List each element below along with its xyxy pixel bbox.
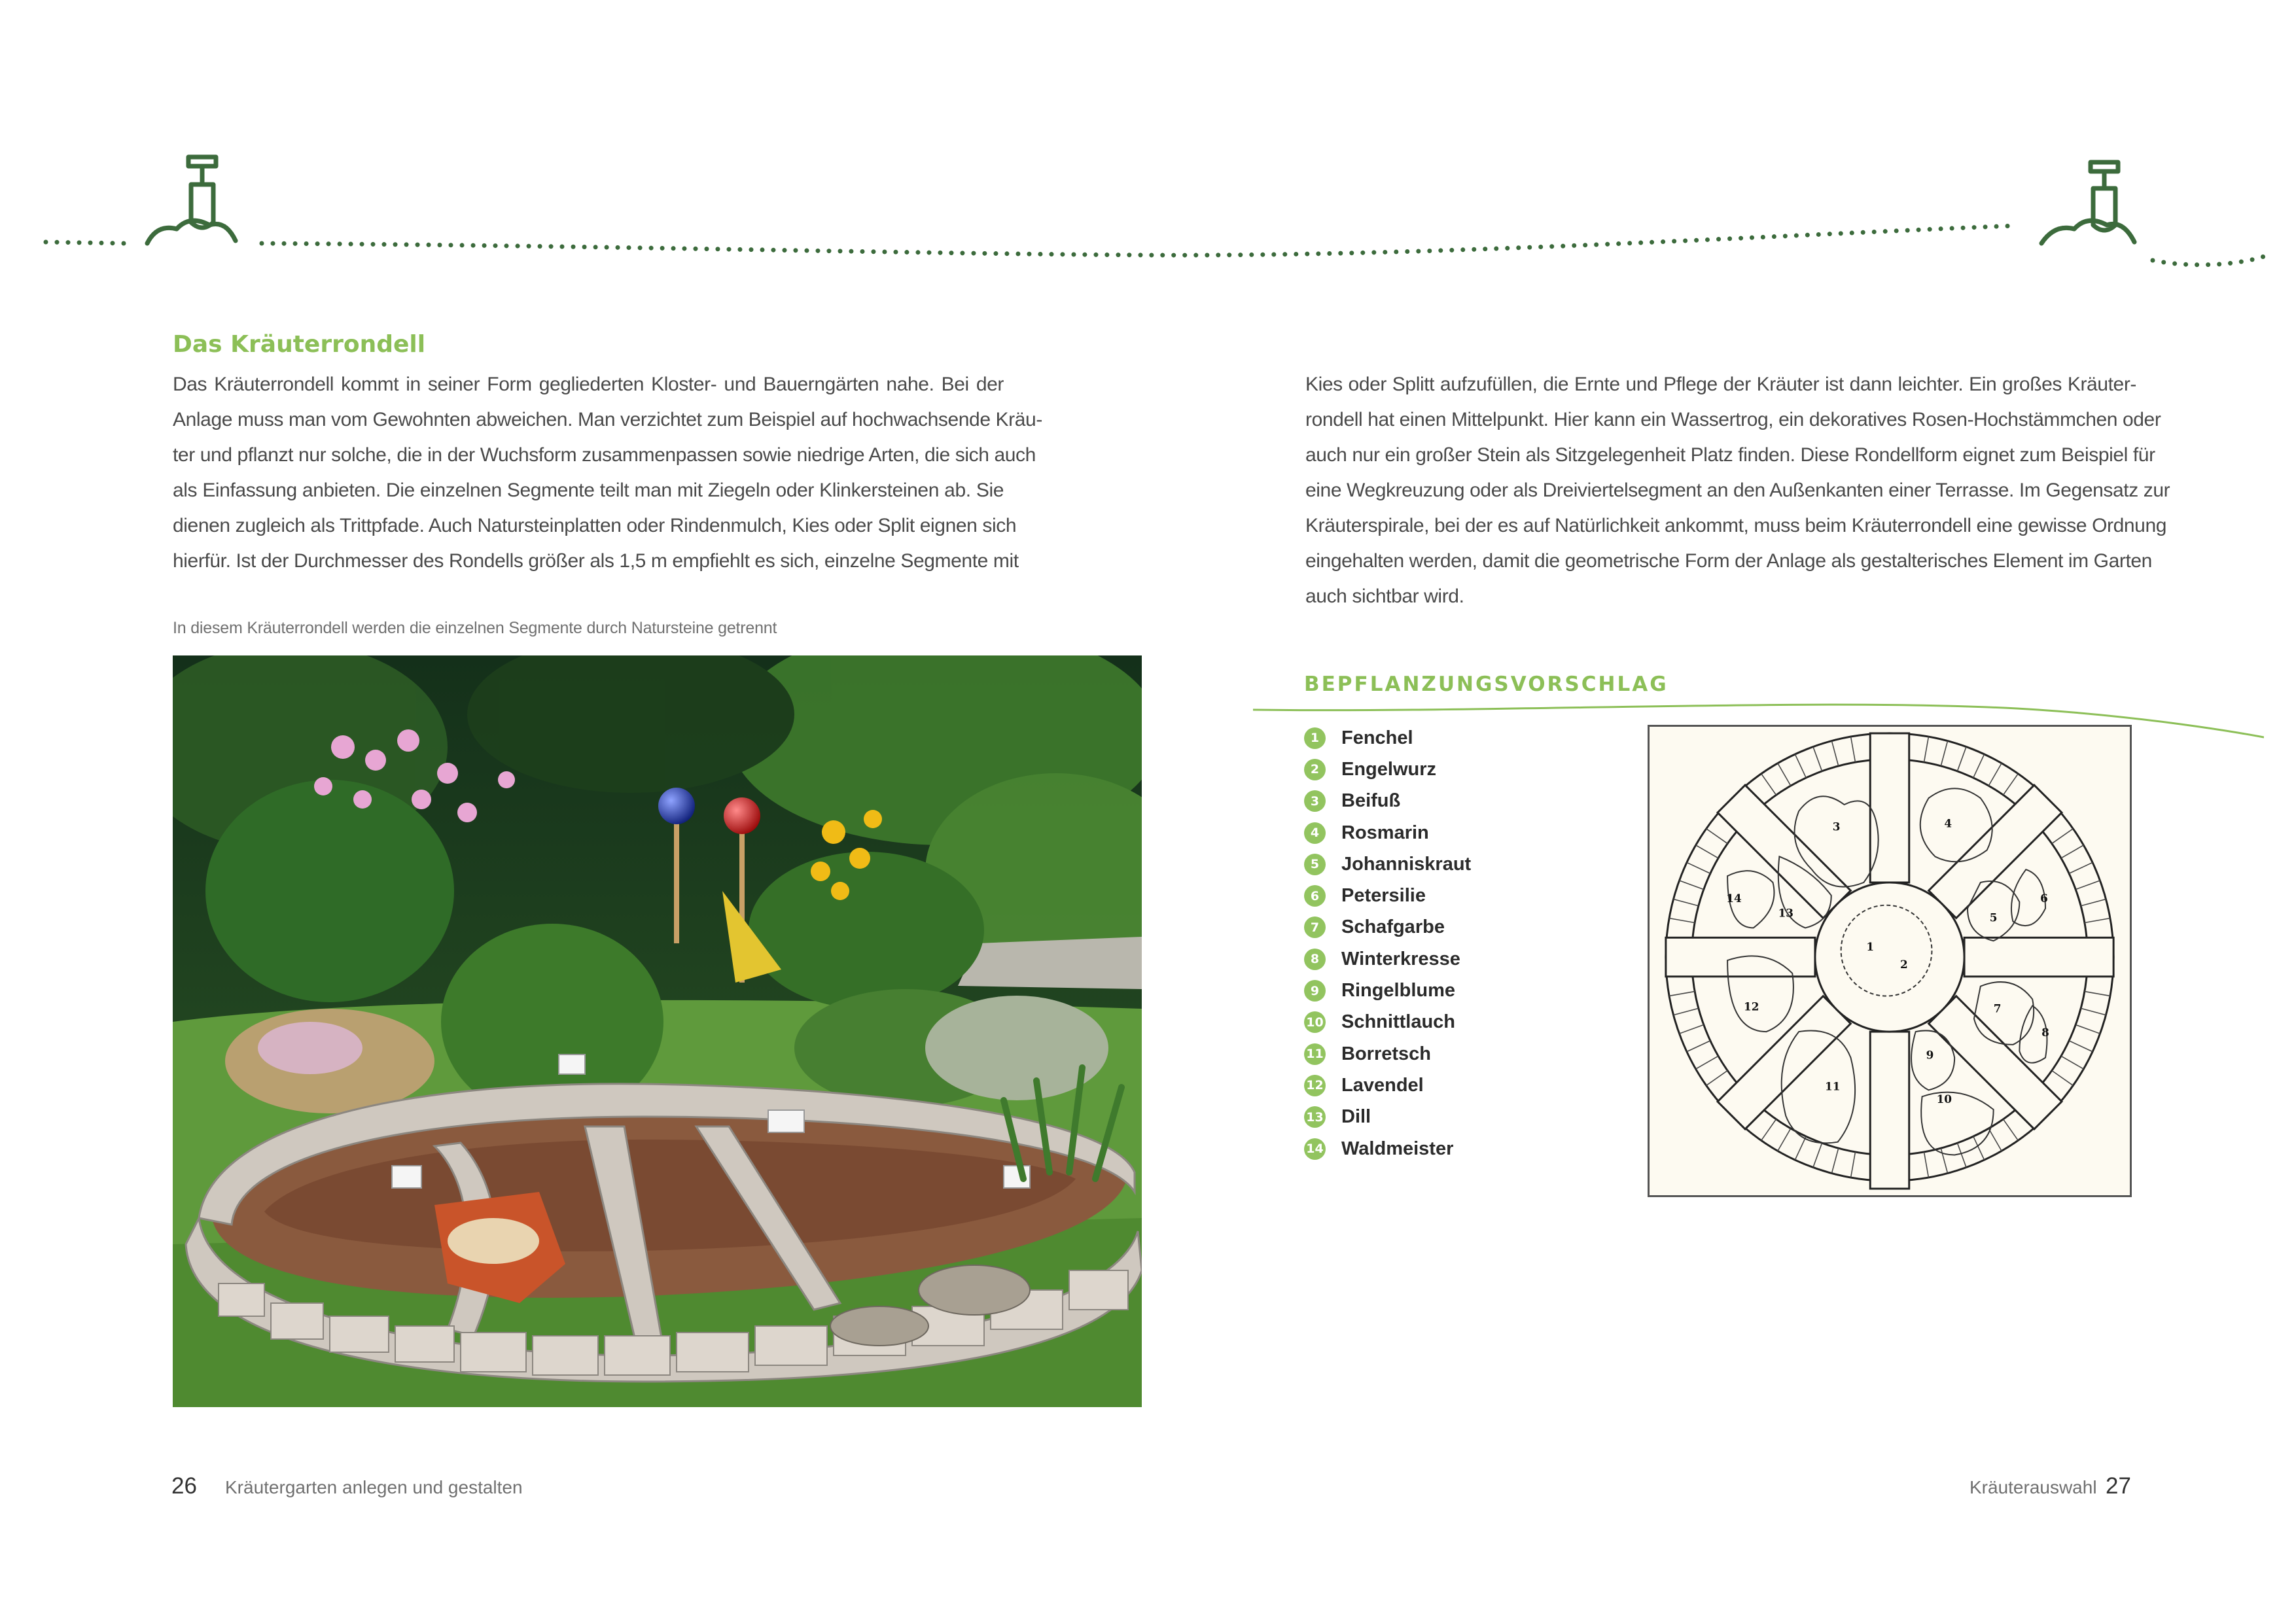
- brick-line: [1706, 1071, 1727, 1086]
- brick-line: [1761, 774, 1776, 795]
- brick-line: [2003, 774, 2018, 795]
- plant-list-item: [1304, 1007, 1471, 1038]
- brick-line: [2003, 1119, 2018, 1140]
- brick-line: [1795, 1136, 1806, 1160]
- plant-number-badge: 8: [1304, 949, 1326, 970]
- herb-rondel-photo: [173, 655, 1142, 1407]
- plan-label-11: 11: [1825, 1079, 1841, 1093]
- plant-list-item: [1304, 912, 1471, 943]
- brick-line: [1680, 1024, 1704, 1034]
- brick-line: [1988, 1128, 2002, 1151]
- brick-line: [1795, 754, 1806, 778]
- brick-line: [2069, 1041, 2093, 1052]
- brick-line: [1778, 763, 1791, 786]
- section-title: Das Kräuterrondell: [173, 331, 426, 358]
- plant-name: Dill: [1341, 1106, 1371, 1128]
- plan-label-3: 3: [1832, 820, 1841, 833]
- brick-line: [1941, 741, 1947, 766]
- dotted-wave-line: [46, 226, 2264, 265]
- planting-plan-diagram: [1648, 725, 2132, 1197]
- plan-label-12: 12: [1744, 1000, 1759, 1013]
- plant-number-badge: 12: [1304, 1075, 1326, 1096]
- plant-list-item: [1304, 754, 1471, 785]
- brick-line: [2085, 918, 2110, 923]
- body-line: Kräuterspirale, bei der es auf Natürlichkeit ankommt, muss beim Kräuterrondell eine gewisse Ordnung: [1305, 515, 2167, 536]
- plant-name: Rosmarin: [1341, 822, 1429, 843]
- plan-label-1: 1: [1866, 940, 1875, 954]
- brick-line: [2081, 899, 2106, 905]
- plant-number-badge: 10: [1304, 1011, 1326, 1033]
- brick-line: [2075, 1024, 2100, 1034]
- plant-number-badge: 9: [1304, 980, 1326, 1002]
- brick-line: [1851, 1152, 1856, 1178]
- plant-list-item: [1304, 786, 1471, 817]
- plant-number-badge: 4: [1304, 822, 1326, 844]
- plant-number-badge: 14: [1304, 1138, 1326, 1160]
- body-line: auch sichtbar wird.: [1305, 585, 1464, 607]
- brick-line: [1924, 737, 1929, 762]
- body-line: Anlage muss man vom Gewohnten abweichen. Man verzichtet zum Beispiel auf hochwachsende Kräu-: [173, 409, 1042, 430]
- plant-name: Waldmeister: [1341, 1138, 1454, 1159]
- running-head-right: Kräuterauswahl: [1969, 1477, 2097, 1497]
- plant-number-badge: 3: [1304, 790, 1326, 812]
- brick-line: [1851, 737, 1856, 762]
- header-decoration: [0, 0, 2296, 301]
- plan-label-7: 7: [1993, 1002, 2002, 1015]
- brick-line: [1924, 1152, 1929, 1178]
- plant-name: Fenchel: [1341, 727, 1413, 748]
- brick-line: [1831, 1148, 1838, 1173]
- plant-number-badge: 11: [1304, 1043, 1326, 1065]
- brick-line: [1687, 862, 1710, 873]
- plant-number-badge: 2: [1304, 759, 1326, 780]
- brick-line: [1831, 741, 1838, 766]
- plant-name: Ringelblume: [1341, 980, 1456, 1002]
- plant-number-badge: 6: [1304, 885, 1326, 907]
- brick-line: [2061, 845, 2083, 858]
- body-line: eingehalten werden, damit die geometrische Form der Anlage als gestalterisches Element im Garten: [1305, 550, 2152, 572]
- brick-line: [1696, 845, 1718, 858]
- plant-name: Schafgarbe: [1341, 916, 1445, 938]
- brick-line: [1674, 899, 1699, 905]
- plant-name: Borretsch: [1341, 1043, 1431, 1064]
- brick-line: [1778, 1128, 1791, 1151]
- brick-line: [2075, 881, 2100, 890]
- body-line: Kies oder Splitt aufzufüllen, die Ernte und Pflege der Kräuter ist dann leichter. Ein großes Kräuter-: [1305, 374, 2136, 395]
- plant-name: Petersilie: [1341, 885, 1426, 907]
- brick-line: [1669, 992, 1695, 996]
- brick-line: [1988, 763, 2002, 786]
- brick-line: [1813, 747, 1822, 771]
- plant-number-badge: 13: [1304, 1106, 1326, 1128]
- body-line: hierfür. Ist der Durchmesser des Rondells größer als 1,5 m empfiehlt es sich, einzelne Segmente mit: [173, 550, 1019, 572]
- body-line: Das Kräuterrondell kommt in seiner Form gegliederten Kloster- und Bauerngärten nahe. Bei der: [173, 374, 1004, 395]
- body-line: als Einfassung anbieten. Die einzelnen Segmente teilt man mit Ziegeln oder Klinkersteinen ab. Sie: [173, 480, 1004, 501]
- brick-line: [1957, 1143, 1966, 1167]
- planting-suggestion-heading: BEPFLANZUNGSVORSCHLAG: [1304, 672, 1669, 696]
- plant-name: Engelwurz: [1341, 758, 1437, 780]
- brick-line: [2052, 829, 2073, 844]
- shovel-mound-icon-right: [2041, 162, 2134, 243]
- brick-line: [2069, 862, 2093, 873]
- body-line: dienen zugleich als Trittpfade. Auch Natursteinplatten oder Rindenmulch, Kies oder Split eignen sich: [173, 515, 1017, 536]
- plant-list-item: [1304, 1070, 1471, 1101]
- plant-name: Beifuß: [1341, 790, 1401, 812]
- plant-number-badge: 5: [1304, 854, 1326, 875]
- brick-line: [2061, 1056, 2083, 1069]
- brick-line: [1696, 1056, 1718, 1069]
- plant-number-badge: 7: [1304, 916, 1326, 938]
- shovel-mound-icon-left: [147, 157, 236, 243]
- running-head-left: Kräutergarten anlegen und gestalten: [225, 1477, 523, 1497]
- plan-label-10: 10: [1936, 1092, 1952, 1106]
- plan-label-5: 5: [1989, 911, 1998, 924]
- body-line: eine Wegkreuzung oder als Dreiviertelsegment an den Außenkanten einer Terrasse. Im Gegensatz zur: [1305, 480, 2170, 501]
- plan-label-14: 14: [1726, 891, 1742, 905]
- plant-list-item: [1304, 848, 1471, 880]
- brick-line: [1706, 829, 1727, 844]
- body-line: ter und pflanzt nur solche, die in der Wuchsform zusammenpassen sowie niedrige Arten, die sich auch: [173, 444, 1036, 466]
- plant-list-item: [1304, 722, 1471, 754]
- plan-label-2: 2: [1899, 957, 1908, 971]
- plant-list-item: [1304, 975, 1471, 1006]
- plant-name: Johanniskraut: [1341, 853, 1472, 875]
- plant-list-item: [1304, 817, 1471, 848]
- left-body-text: [173, 367, 1042, 579]
- brick-line: [1813, 1143, 1822, 1167]
- plan-label-8: 8: [2041, 1026, 2049, 1039]
- brick-line: [1669, 918, 1695, 923]
- brick-line: [2052, 1071, 2073, 1086]
- brick-line: [1957, 747, 1966, 771]
- plant-name: Winterkresse: [1341, 948, 1460, 969]
- plan-label-6: 6: [2040, 891, 2048, 905]
- plant-list-item: [1304, 1133, 1471, 1164]
- brick-line: [1687, 1041, 1710, 1052]
- plant-list-item: [1304, 880, 1471, 911]
- plan-label-13: 13: [1778, 906, 1794, 920]
- brick-line: [1674, 1008, 1699, 1015]
- plant-name: Lavendel: [1341, 1074, 1424, 1096]
- right-body-text: [1305, 367, 2170, 614]
- brick-line: [1761, 1119, 1776, 1140]
- brick-line: [1941, 1148, 1947, 1173]
- brick-line: [2081, 1008, 2106, 1015]
- brick-line: [2085, 992, 2110, 996]
- body-line: auch nur ein großer Stein als Sitzgelegenheit Platz finden. Diese Rondellform eignet zum Beispiel für: [1305, 444, 2155, 466]
- plant-list-item: [1304, 1038, 1471, 1070]
- brick-line: [1973, 754, 1985, 778]
- plan-label-9: 9: [1926, 1048, 1934, 1062]
- page-number-right: 27: [2106, 1473, 2131, 1499]
- body-line: rondell hat einen Mittelpunkt. Hier kann ein Wassertrog, ein dekoratives Rosen-Hochstämmchen oder: [1305, 409, 2161, 430]
- page-number-left: 26: [171, 1473, 197, 1499]
- plant-list: [1304, 722, 1471, 1164]
- plant-list-item: [1304, 943, 1471, 975]
- plant-number-badge: 1: [1304, 727, 1326, 749]
- photo-caption: In diesem Kräuterrondell werden die einzelnen Segmente durch Natursteine getrennt: [173, 619, 777, 637]
- plan-label-4: 4: [1944, 816, 1952, 830]
- plant-name: Schnittlauch: [1341, 1011, 1456, 1033]
- brick-line: [1680, 881, 1704, 890]
- plant-list-item: [1304, 1102, 1471, 1133]
